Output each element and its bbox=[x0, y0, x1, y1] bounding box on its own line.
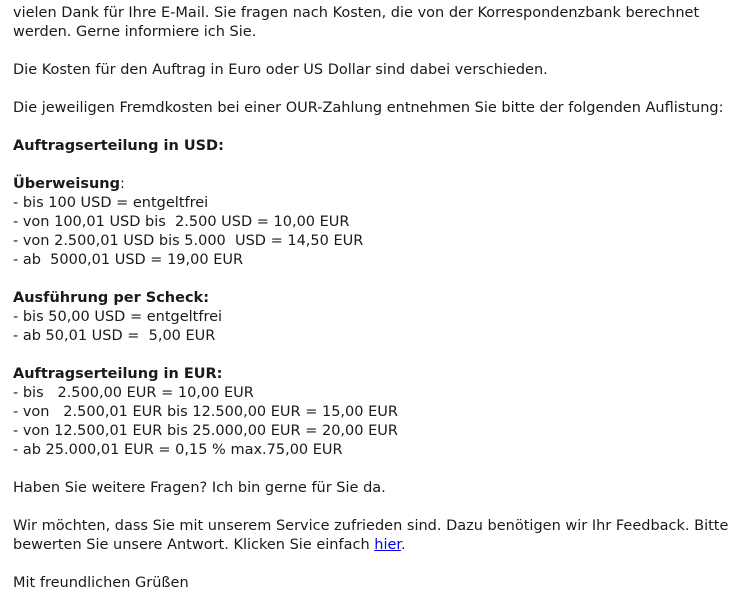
list-item: - bis 50,00 USD = entgeltfrei bbox=[13, 309, 223, 325]
list-item: - ab 25.000,01 EUR = 0,15 % max.75,00 EUR bbox=[13, 442, 343, 458]
list-item: - von 2.500,01 EUR bis 12.500,00 EUR = 15,00 EUR bbox=[13, 404, 398, 420]
usd-heading-text: Auftragserteilung in USD: bbox=[13, 138, 224, 154]
usd-section-heading bbox=[13, 137, 747, 156]
cheque-heading bbox=[13, 289, 747, 308]
cheque-section bbox=[13, 289, 747, 346]
eur-heading bbox=[13, 365, 747, 384]
transfer-heading bbox=[13, 175, 747, 194]
list-item: - bis 2.500,00 EUR = 10,00 EUR bbox=[13, 385, 254, 401]
cheque-heading-text: Ausführung per Scheck: bbox=[13, 290, 209, 306]
list-item: - ab 5000,01 USD = 19,00 EUR bbox=[13, 252, 244, 268]
list-item: - ab 50,01 USD = 5,00 EUR bbox=[13, 328, 216, 344]
transfer-heading-text: Überweisung bbox=[13, 176, 120, 192]
questions-paragraph: Haben Sie weitere Fragen? Ich bin gerne für Sie da. bbox=[13, 480, 386, 496]
feedback-link[interactable]: hier bbox=[374, 537, 402, 553]
list-item: - von 2.500,01 USD bis 5.000 USD = 14,50 EUR bbox=[13, 233, 364, 249]
eur-heading-text: Auftragserteilung in EUR: bbox=[13, 366, 223, 382]
feedback-paragraph bbox=[13, 517, 747, 555]
transfer-heading-colon: : bbox=[120, 176, 125, 192]
feedback-end: . bbox=[401, 537, 406, 553]
list-item: - von 100,01 USD bis 2.500 USD = 10,00 EUR bbox=[13, 214, 350, 230]
intro-paragraph: vielen Dank für Ihre E-Mail. Sie fragen nach Kosten, die von der Korrespondenzbank berechnet werden. Gerne informiere ich Sie. bbox=[13, 5, 700, 40]
eur-section bbox=[13, 365, 747, 460]
list-intro: Die jeweiligen Fremdkosten bei einer OUR-Zahlung entnehmen Sie bitte der folgenden Auflistung: bbox=[13, 100, 724, 116]
feedback-text: Wir möchten, dass Sie mit unserem Service zufrieden sind. Dazu benötigen wir Ihr Feedback. Bitte bewerten Sie unsere Antwort. Klicken Sie einfach bbox=[13, 518, 729, 553]
closing-line: Mit freundlichen Grüßen bbox=[13, 575, 189, 591]
transfer-section bbox=[13, 175, 747, 270]
list-item: - von 12.500,01 EUR bis 25.000,00 EUR = 20,00 EUR bbox=[13, 423, 398, 439]
currency-note: Die Kosten für den Auftrag in Euro oder US Dollar sind dabei verschieden. bbox=[13, 62, 548, 78]
list-item: - bis 100 USD = entgeltfrei bbox=[13, 195, 209, 211]
